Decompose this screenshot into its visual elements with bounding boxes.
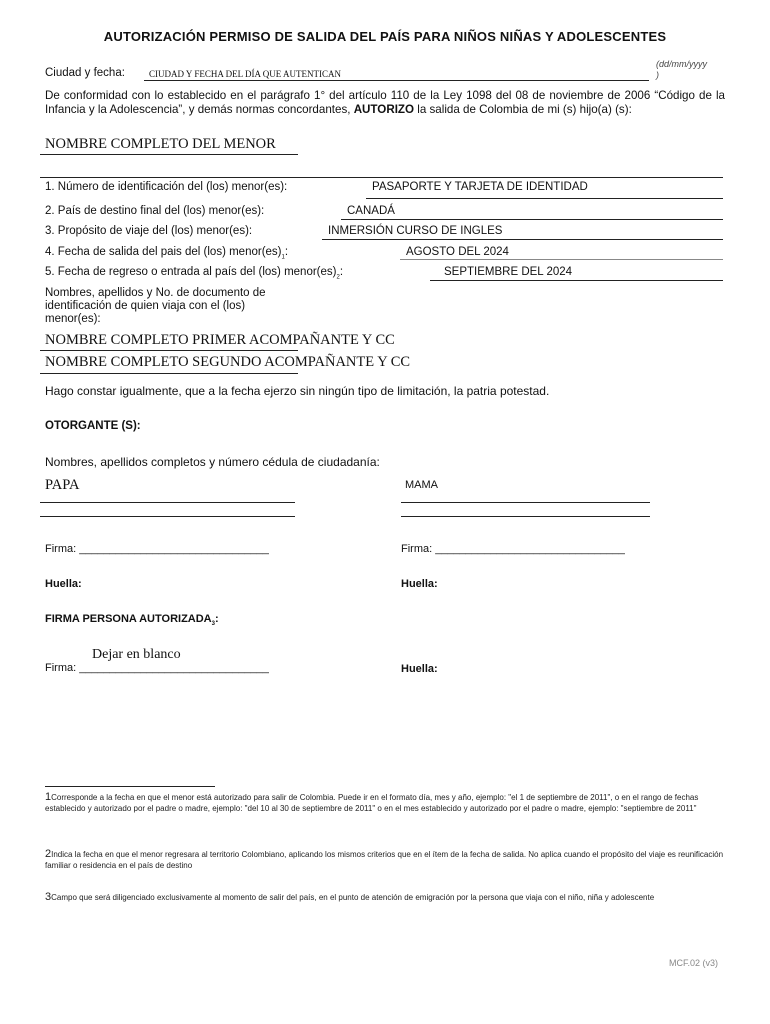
footnote-separator	[45, 786, 215, 787]
footnote-number: 2	[45, 848, 52, 860]
minor-name[interactable]: NOMBRE COMPLETO DEL MENOR	[45, 136, 276, 152]
father-name-line	[40, 502, 295, 503]
document-title: AUTORIZACIÓN PERMISO DE SALIDA DEL PAÍS PARA NIÑOS NIÑAS Y ADOLESCENTES	[103, 29, 667, 44]
authorized-fingerprint-label: Huella:	[401, 663, 438, 675]
minor-name-line	[40, 154, 298, 155]
footnote-ref: 3	[211, 621, 215, 628]
item-value[interactable]: AGOSTO DEL 2024	[406, 246, 509, 258]
signature-note: Dejar en blanco	[92, 647, 181, 662]
authorized-signature[interactable]: Firma: _______________________________	[45, 662, 269, 674]
footnote-text: Indica la fecha en que el menor regresara al territorio Colombiano, aplicando los mismos criterios que en el ítem de la fecha de salida. No aplica cuando el propósito del viaje es reunificación familiar o residencia en el país de destino	[45, 850, 724, 870]
grantors-heading: OTORGANTE (S):	[45, 420, 141, 432]
intro-bold-word: AUTORIZO	[353, 103, 415, 116]
item-label-colon: :	[284, 246, 289, 258]
form-code: MCF.02 (v3)	[669, 958, 719, 968]
mother-signature[interactable]: Firma: _______________________________	[401, 543, 625, 555]
footnote-text: Campo que será diligenciado exclusivamente al momento de salir del país, en el punto de atención de emigración por la persona que viaja con el niño, niña y adolescente	[51, 893, 655, 902]
footnote-text: Corresponde a la fecha en que el menor está autorizado para salir de Colombia. Puede ir en el formato día, mes y año, ejemplo: "el 1 de septiembre de 2011", o en el rango de fechas establecido y autorizado por el padre o madre, ejemplo: "del 10 al 30 de septiembre de 2011" o en el mes establecido y autorizado por el padre o madre, ejemplo: "septiembre de 2011"	[45, 793, 699, 813]
item-label: 3. Propósito de viaje del (los) menor(es):	[45, 225, 253, 237]
companions-label: Nombres, apellidos y No. de documento de	[45, 287, 266, 299]
footnote	[45, 792, 725, 814]
father-fingerprint-label: Huella:	[45, 578, 82, 590]
footnote-ref: 2	[336, 274, 340, 281]
authorized-heading-colon: :	[214, 613, 219, 625]
companion-line	[40, 373, 298, 374]
item-line	[322, 239, 723, 240]
patria-potestad-statement: Hago constar igualmente, que a la fecha ejerzo sin ningún tipo de limitación, la patria potestad.	[45, 384, 550, 398]
mother-id-line	[401, 516, 650, 517]
footnote	[45, 849, 725, 871]
item-line	[366, 198, 723, 199]
item-value[interactable]: CANADÁ	[347, 205, 395, 217]
grantors-names-label: Nombres, apellidos completos y número cédula de ciudadanía:	[45, 455, 380, 469]
authorized-heading-text: FIRMA PERSONA AUTORIZADA	[45, 613, 212, 625]
father-id-line	[40, 516, 295, 517]
item-label: 2. País de destino final del (los) menor(es):	[45, 205, 265, 217]
companion-line	[40, 350, 298, 351]
mother-name[interactable]: MAMA	[405, 479, 438, 491]
item-label-text: 5. Fecha de regreso o entrada al país del (los) menor(es)	[45, 266, 337, 278]
father-name[interactable]: PAPA	[45, 477, 80, 493]
footnote-number: 1	[45, 791, 52, 803]
city-date-value[interactable]: CIUDAD Y FECHA DEL DÍA QUE AUTENTICAN	[149, 69, 341, 79]
item-line	[341, 219, 723, 220]
authorized-heading	[45, 613, 219, 627]
item-line	[400, 259, 723, 260]
item-value[interactable]: INMERSIÓN CURSO DE INGLES	[328, 225, 503, 237]
companions-label: menor(es):	[45, 313, 101, 325]
intro-paragraph	[45, 89, 725, 117]
companions-label: identificación de quien viaja con el (los)	[45, 300, 246, 312]
first-companion[interactable]: NOMBRE COMPLETO PRIMER ACOMPAÑANTE Y CC	[45, 332, 395, 348]
date-format-hint-end: )	[656, 70, 659, 80]
footnote-number: 3	[45, 891, 52, 903]
section-divider	[40, 177, 723, 178]
item-label	[45, 246, 288, 260]
item-value[interactable]: PASAPORTE Y TARJETA DE IDENTIDAD	[372, 181, 588, 193]
item-value[interactable]: SEPTIEMBRE DEL 2024	[444, 266, 573, 278]
item-label-text: 4. Fecha de salida del pais del (los) menor(es)	[45, 246, 282, 258]
father-signature[interactable]: Firma: _______________________________	[45, 543, 269, 555]
intro-text-end: la salida de Colombia de mi (s) hijo(a) (s):	[414, 103, 632, 116]
item-line	[430, 280, 723, 281]
city-date-label: Ciudad y fecha:	[45, 67, 125, 79]
second-companion[interactable]: NOMBRE COMPLETO SEGUNDO ACOMPAÑANTE Y CC	[45, 354, 411, 370]
city-date-line	[144, 80, 649, 81]
item-label	[45, 266, 343, 280]
item-label-colon: :	[339, 266, 344, 278]
mother-fingerprint-label: Huella:	[401, 578, 438, 590]
footnote	[45, 892, 725, 903]
item-label: 1. Número de identificación del (los) menor(es):	[45, 181, 288, 193]
mother-name-line	[401, 502, 650, 503]
intro-text: De conformidad con lo establecido en el parágrafo 1° del artículo 110 de la Ley 1098 del 08 de noviembre de 2006 “Código de la Infancia y la Adolescencia”, y demás normas concordantes,	[45, 89, 725, 116]
date-format-hint: (dd/mm/yyyy	[656, 59, 708, 69]
footnote-ref: 1	[281, 254, 285, 261]
